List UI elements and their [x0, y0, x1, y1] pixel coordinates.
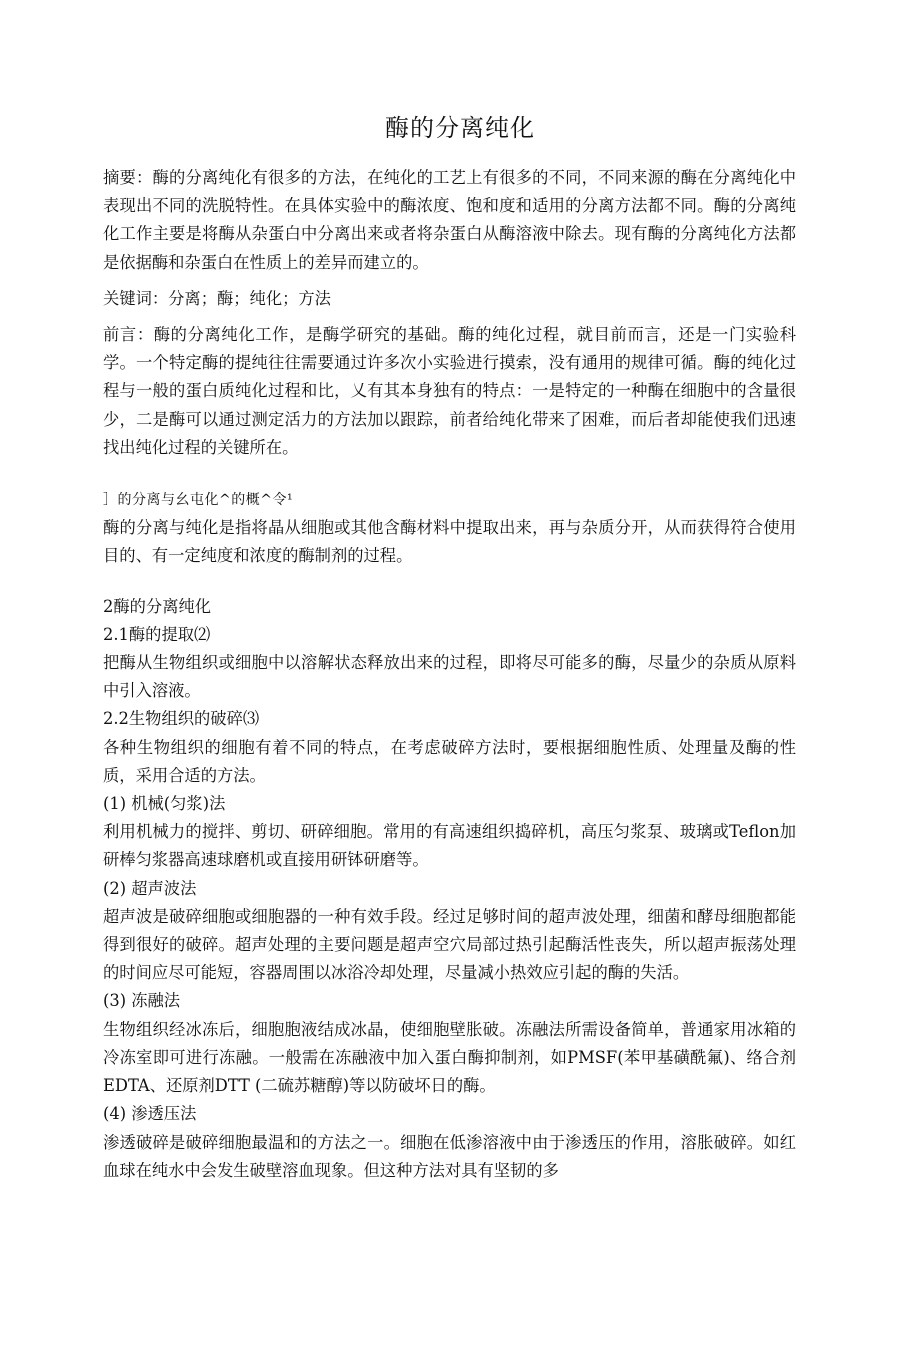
subsection-2-1-heading: 2.1酶的提取⑵	[103, 624, 211, 644]
section1-text: 酶的分离与纯化是指将晶从细胞或其他含酶材料中提取出来，再与杂质分开，从而获得符合使用目的、有一定纯度和浓度的酶制剂的过程。	[103, 518, 796, 566]
method-2-text: 超声波是破碎细胞或细胞器的一种有效手段。经过足够时间的超声波处理，细菌和酵母细胞都能得到很好的破碎。超声处理的主要问题是超声空穴局部过热引起酶活性丧失，所以超声振荡处理的时间应尽可能短，容器周围以冰浴冷却处理，尽量减小热效应引起的酶的失活。	[103, 906, 796, 983]
section2-heading: 2酶的分离纯化	[103, 596, 212, 616]
keywords-line: 关键词：分离；酶；纯化；方法	[103, 288, 331, 308]
document-title: 酶的分离纯化	[385, 114, 535, 142]
subsection-2-2-heading: 2.2生物组织的破碎⑶	[103, 709, 260, 729]
method-3-heading: (3) 冻融法	[103, 991, 181, 1011]
preface-paragraph: 前言：酶的分离纯化工作，是酶学研究的基础。酶的纯化过程，就目前而言，还是一门实验科学。一个特定酶的提纯往往需要通过许多次小实验进行摸索，没有通用的规律可循。酶的纯化过程与一般的蛋白质纯化过程和比，乂有其本身独有的特点：一是特定的一种酶在细胞中的含量很少，二是酶可以通过测定活力的方法加以跟踪，前者给纯化带来了困难，而后者却能使我们迅速找出纯化过程的关键所在。	[103, 325, 796, 457]
document-body	[103, 164, 796, 1185]
subsection-2-2-text: 各种生物组织的细胞有着不同的特点，在考虑破碎方法时，要根据细胞性质、处理量及酶的性质，采用合适的方法。	[103, 737, 796, 785]
method-2-heading: (2) 超声波法	[103, 878, 197, 898]
abstract-paragraph: 摘要：酶的分离纯化有很多的方法，在纯化的工艺上有很多的不同，不同来源的酶在分离纯化中表现出不同的洗脱特性。在具体实验中的酶浓度、饱和度和适用的分离方法都不同。酶的分离纯化工作主要是将酶从杂蛋白中分离出来或者将杂蛋白从酶溶液中除去。现有酶的分离纯化方法都是依据酶和杂蛋白在性质上的差异而建立的。	[103, 168, 796, 272]
method-1-text: 利用机械力的搅拌、剪切、研碎细胞。常用的有高速组织捣碎机，高压匀浆泵、玻璃或Teflon加研棒匀浆器高速球磨机或直接用研钵研磨等。	[103, 822, 796, 870]
method-3-text: 生物组织经冰冻后，细胞胞液结成冰晶，使细胞壁胀破。冻融法所需设备简单，普通家用冰箱的冷冻室即可进行冻融。一般需在冻融液中加入蛋白酶抑制剂，如PMSF(苯甲基磺酰氟)、络合剂EDTA、还原剂DTT (二硫苏糖醇)等以防破坏日的酶。	[103, 1019, 796, 1096]
method-4-text: 渗透破碎是破碎细胞最温和的方法之一。细胞在低渗溶液中由于渗透压的作用，溶胀破碎。如红血球在纯水中会发生破壁溶血现象。但这种方法对具有坚韧的多	[103, 1132, 796, 1180]
section1-heading: ］的分离与幺屯化^的概^令¹	[103, 492, 294, 509]
subsection-2-1-text: 把酶从生物组织或细胞中以溶解状态释放出来的过程，即将尽可能多的酶，尽量少的杂质从原料中引入溶液。	[103, 653, 796, 701]
method-1-heading: (1) 机械(匀浆)法	[103, 794, 226, 814]
method-4-heading: (4) 渗透压法	[103, 1104, 197, 1124]
